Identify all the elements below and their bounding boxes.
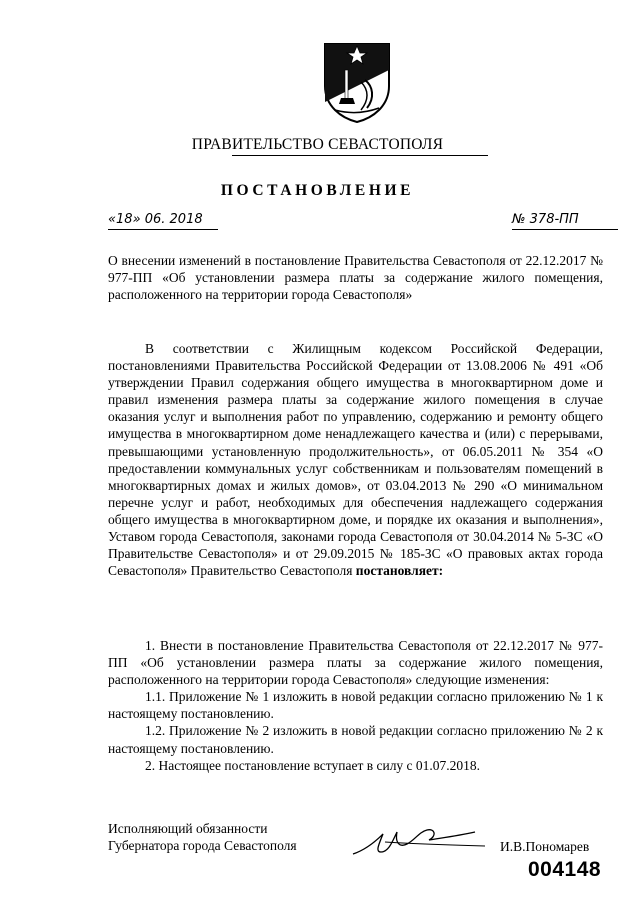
position-line-1: Исполняющий обязанности	[108, 821, 268, 836]
list-item: 1. Внести в постановление Правительства Севастополя от 22.12.2017 № 977-ПП «Об установлении размера платы за содержание жилого помещения, расположенного на территории города Севастополя» следующие изменения:	[108, 638, 603, 688]
document-date: «18» 06. 2018	[108, 212, 203, 227]
handwritten-signature	[345, 822, 495, 862]
preamble	[108, 340, 603, 579]
list-item: 1.2. Приложение № 2 изложить в новой редакции согласно приложению № 2 к настоящему постановлению.	[108, 723, 603, 756]
position-line-2: Губернатора города Севастополя	[108, 838, 297, 853]
decree-word: постановляет:	[355, 563, 444, 579]
signatory-name: И.В.Пономарев	[500, 839, 590, 854]
list-item: 1.1. Приложение № 1 изложить в новой редакции согласно приложению № 1 к настоящему постановлению.	[108, 689, 603, 722]
registration-number: 004148	[528, 858, 602, 881]
document-number: № 378-ПП	[512, 212, 579, 227]
list-item: 2. Настоящее постановление вступает в силу с 01.07.2018.	[145, 757, 481, 773]
coat-of-arms-icon	[321, 40, 393, 124]
organization-name: ПРАВИТЕЛЬСТВО СЕВАСТОПОЛЯ	[191, 136, 444, 153]
document-type: ПОСТАНОВЛЕНИЕ	[220, 182, 415, 199]
signatory-position	[108, 820, 297, 854]
header-divider	[232, 155, 488, 156]
operative-part	[108, 637, 603, 774]
date-underline	[108, 229, 218, 230]
number-underline	[512, 229, 618, 230]
preamble-paragraph	[108, 340, 603, 579]
document-subject: О внесении изменений в постановление Правительства Севастополя от 22.12.2017 № 977-ПП «Об установлении размера платы за содержание жилого помещения, расположенного на территории города Севастополя»	[108, 253, 603, 302]
preamble-text: В соответствии с Жилищным кодексом Российской Федерации, постановлениями Правительства Российской Федерации от 13.08.2006 № 491 «Об утверждении Правил содержания общего имущества в многоквартирном доме и правил изменения размера платы за содержание жилого помещения в случае оказания услуг и выполнения работ по управлению, содержанию и ремонту общего имущества в многоквартирном доме ненадлежащего качества и (или) с перерывами, превышающими установленную продолжительность», от 06.05.2011 № 354 «О предоставлении коммунальных услуг собственникам и пользователям помещений в многоквартирных домах и жилых домов», от 03.04.2013 № 290 «О минимальном перечне услуг и работ, необходимых для обеспечения надлежащего содержания общего имущества в многоквартирном доме, и порядке их оказания и выполнения», Уставом города Севастополя, законами города Севастополя от 30.04.2014 № 5-ЗС «О Правительстве Севастополя» и от 29.09.2015 № 185-ЗС «О правовых актах города Севастополя» Правительство Севастополя	[108, 341, 603, 579]
